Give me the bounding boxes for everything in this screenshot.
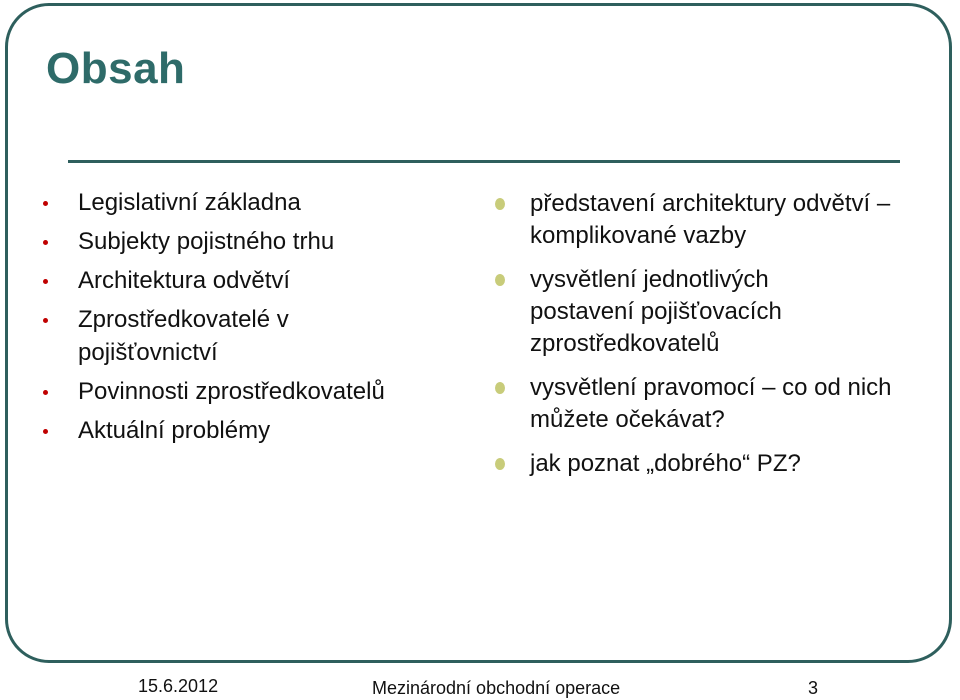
agenda-item-label: Zprostředkovatelé v pojišťovnictví bbox=[78, 306, 289, 366]
agenda-item bbox=[40, 414, 460, 447]
bullet-dot-icon bbox=[43, 390, 48, 395]
agenda-item-label: Subjekty pojistného trhu bbox=[78, 228, 335, 255]
detail-list bbox=[494, 188, 914, 492]
agenda-item bbox=[40, 264, 460, 297]
agenda-item-label: Povinnosti zprostředkovatelů bbox=[78, 378, 385, 405]
bullet-circle-icon bbox=[495, 458, 505, 470]
agenda-item-label: Architektura odvětví bbox=[78, 267, 291, 294]
footer-title: Mezinárodní obchodní operace bbox=[372, 678, 621, 698]
bullet-dot-icon bbox=[43, 201, 48, 206]
bullet-dot-icon bbox=[43, 318, 48, 323]
agenda-item bbox=[40, 186, 460, 219]
detail-item bbox=[494, 188, 910, 252]
agenda-item bbox=[40, 375, 460, 408]
detail-item bbox=[494, 264, 860, 360]
detail-item bbox=[494, 372, 910, 436]
agenda-item-label: Aktuální problémy bbox=[78, 417, 271, 444]
detail-item bbox=[494, 448, 914, 480]
bullet-circle-icon bbox=[495, 382, 505, 394]
title-divider bbox=[68, 160, 900, 163]
agenda-item bbox=[40, 303, 378, 369]
detail-item-label: vysvětlení pravomocí – co od nich můžete očekávat? bbox=[530, 374, 892, 433]
footer-date: 15.6.2012 bbox=[138, 676, 219, 696]
detail-item-label: představení architektury odvětví – komplikované vazby bbox=[530, 190, 891, 249]
bullet-dot-icon bbox=[43, 279, 48, 284]
slide-title: Obsah bbox=[46, 44, 186, 93]
agenda-item-label: Legislativní základna bbox=[78, 189, 301, 216]
agenda-list bbox=[40, 186, 460, 453]
bullet-circle-icon bbox=[495, 274, 505, 286]
bullet-dot-icon bbox=[43, 429, 48, 434]
page-number: 3 bbox=[808, 678, 819, 698]
bullet-dot-icon bbox=[43, 240, 48, 245]
agenda-item bbox=[40, 225, 460, 258]
detail-item-label: vysvětlení jednotlivých postavení pojišťovacích zprostředkovatelů bbox=[530, 266, 782, 357]
bullet-circle-icon bbox=[495, 198, 505, 210]
detail-item-label: jak poznat „dobrého“ PZ? bbox=[530, 450, 801, 477]
